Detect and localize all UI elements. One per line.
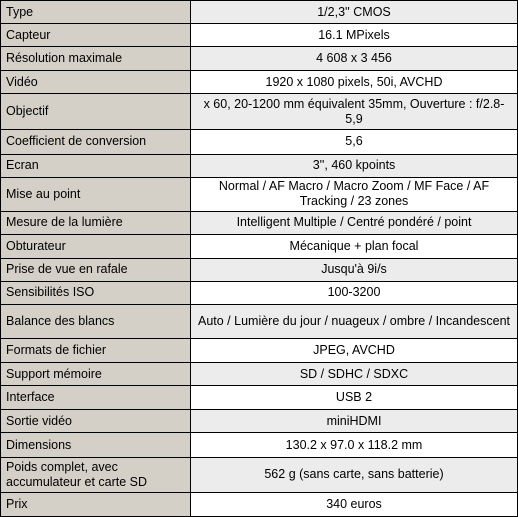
spec-value: USB 2 [191, 386, 518, 410]
spec-label: Ecran [1, 154, 191, 177]
spec-label: Vidéo [1, 71, 191, 94]
spec-row-balance-blancs [1, 305, 518, 339]
spec-row-type [1, 1, 518, 24]
spec-value: 3'', 460 kpoints [191, 154, 518, 177]
spec-label: Prise de vue en rafale [1, 258, 191, 281]
spec-row-coefficient [1, 130, 518, 154]
spec-value: 16.1 MPixels [191, 24, 518, 47]
spec-label: Mise au point [1, 177, 191, 211]
spec-row-ecran [1, 154, 518, 177]
spec-row-capteur [1, 24, 518, 47]
spec-value: Normal / AF Macro / Macro Zoom / MF Face / AF Tracking / 23 zones [191, 177, 518, 211]
spec-row-rafale [1, 258, 518, 281]
spec-row-interface [1, 386, 518, 410]
spec-label: Poids complet, avec accumulateur et carte SD [1, 457, 191, 492]
spec-label: Support mémoire [1, 363, 191, 386]
spec-value: Auto / Lumière du jour / nuageux / ombre / Incandescent [191, 305, 518, 339]
spec-value: 100-3200 [191, 281, 518, 304]
spec-row-sortie-video [1, 410, 518, 433]
spec-row-formats [1, 339, 518, 363]
spec-value: 562 g (sans carte, sans batterie) [191, 457, 518, 492]
spec-value: 4 608 x 3 456 [191, 47, 518, 71]
spec-row-poids [1, 457, 518, 492]
spec-label: Sortie vidéo [1, 410, 191, 433]
spec-value: SD / SDHC / SDXC [191, 363, 518, 386]
spec-label: Coefficient de conversion [1, 130, 191, 154]
spec-label: Dimensions [1, 433, 191, 457]
spec-value: 340 euros [191, 492, 518, 516]
spec-label: Objectif [1, 94, 191, 130]
spec-label: Formats de fichier [1, 339, 191, 363]
spec-value: miniHDMI [191, 410, 518, 433]
spec-value: 1/2,3'' CMOS [191, 1, 518, 24]
spec-row-mise-au-point [1, 177, 518, 211]
spec-row-obturateur [1, 234, 518, 258]
spec-value: Jusqu'à 9i/s [191, 258, 518, 281]
spec-value: Mécanique + plan focal [191, 234, 518, 258]
spec-value: Intelligent Multiple / Centré pondéré / point [191, 211, 518, 234]
spec-row-support [1, 363, 518, 386]
spec-value: 5,6 [191, 130, 518, 154]
spec-row-prix [1, 492, 518, 516]
spec-label: Mesure de la lumière [1, 211, 191, 234]
spec-label: Capteur [1, 24, 191, 47]
spec-label: Résolution maximale [1, 47, 191, 71]
spec-label: Type [1, 1, 191, 24]
spec-value: 130.2 x 97.0 x 118.2 mm [191, 433, 518, 457]
spec-row-iso [1, 281, 518, 304]
spec-label: Balance des blancs [1, 305, 191, 339]
spec-label: Prix [1, 492, 191, 516]
spec-value: 1920 x 1080 pixels, 50i, AVCHD [191, 71, 518, 94]
spec-row-objectif [1, 94, 518, 130]
spec-row-dimensions [1, 433, 518, 457]
spec-label: Sensibilités ISO [1, 281, 191, 304]
spec-row-video [1, 71, 518, 94]
spec-row-mesure-lumiere [1, 211, 518, 234]
spec-row-resolution [1, 47, 518, 71]
spec-label: Interface [1, 386, 191, 410]
spec-label: Obturateur [1, 234, 191, 258]
spec-value: x 60, 20-1200 mm équivalent 35mm, Ouverture : f/2.8-5,9 [191, 94, 518, 130]
spec-value: JPEG, AVCHD [191, 339, 518, 363]
